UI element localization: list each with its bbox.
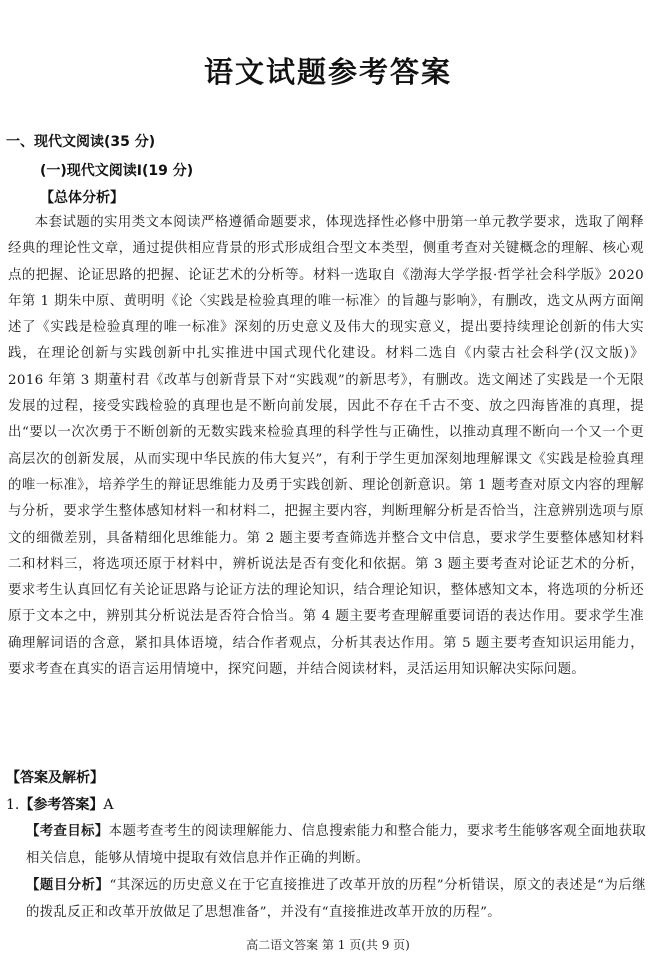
analysis-heading: 【总体分析】 (40, 190, 124, 206)
question-1-analysis (26, 872, 646, 926)
objective-text: 本题考查考生的阅读理解能力、信息搜索能力和整合能力，要求考生能够客观全面地获取相关信息，能够从情境中提取有效信息并作正确的判断。 (26, 824, 646, 866)
section-heading: 一、现代文阅读(35 分) (6, 134, 156, 150)
question-number: 1. (6, 797, 20, 813)
reference-answer-value: A (103, 797, 114, 813)
page-footer: 高二语文答案 第 1 页(共 9 页) (246, 938, 410, 952)
question-1-objective (26, 818, 646, 872)
question-analysis-label: 【题目分析】 (26, 878, 110, 893)
objective-label: 【考查目标】 (26, 824, 109, 839)
question-analysis-text: “其深远的历史意义在于它直接推进了改革开放的历程”分析错误，原文的表述是“为后继的拨乱反正和改革开放做足了思想准备”，并没有“直接推进改革开放的历程”。 (26, 878, 646, 920)
overall-analysis-text: 本套试题的实用类文本阅读严格遵循命题要求，体现选择性必修中册第一单元教学要求，选取了阐释经典的理论性文章，通过提供相应背景的形式形成组合型文本类型，侧重考查对关键概念的理解、核心观点的把握、论证思路的把握、论证艺术的分析等。材料一选取自《渤海大学学报·哲学社会科学版》2020 年第 1 期朱中原、黄明明《论〈实践是检验真理的唯一标准〉的旨趣与影响》，有删改，选文从两方面阐述了《实践是检验真理的唯一标准》深刻的历史意义及伟大的现实意义，提出要持续理论创新的伟大实践，在理论创新与实践创新中扎实推进中国式现代化建设。材料二选自《内蒙古社会科学(汉文版)》2016 年第 3 期董村君《改革与创新背景下对“实践观”的新思考》，有删改。选文阐述了实践是一个无限发展的过程，接受实践检验的真理也是不断向前发展，因此不存在千古不变、放之四海皆准的真理，提出“要以一次次勇于不断创新的无数实践来检验真理的科学性与正确性，以推动真理不断向一个又一个更高层次的创新发展，从而实现中华民族的伟大复兴”，有利于学生更加深刻地理解课文《实践是检验真理的唯一标准》，培养学生的辩证思维能力及勇于实践创新、理论创新意识。第 1 题考查对原文内容的理解与分析，要求学生整体感知材料一和材料二，把握主要内容，判断理解分析是否恰当，注意辨别选项与原文的细微差别，具备精细化思维能力。第 2 题主要考查筛选并整合文中信息，要求学生要整体感知材料二和材料三，将选项还原于材料中，辨析说法是否有变化和依据。第 3 题主要考查对论证艺术的分析，要求考生认真回忆有关论证思路与论证方法的理论知识，结合理论知识，整体感知文本，将选项的分析还原于文本之中，辨别其分析说法是否符合恰当。第 4 题主要考查理解重要词语的表达作用。要求学生准确理解词语的含意，紧扣具体语境，结合作者观点，分析其表达作用。第 5 题主要考查知识运用能力，要求考查在真实的语言运用情境中，探究问题，并结合阅读材料，灵活运用知识解决实际问题。 (8, 215, 644, 678)
page-title: 语文试题参考答案 (203, 55, 452, 89)
subsection-heading: (一)现代文阅读Ⅰ(19 分) (40, 163, 194, 179)
reference-answer-label: 【参考答案】 (19, 797, 104, 813)
answers-heading: 【答案及解析】 (6, 770, 104, 786)
question-1-answer (6, 794, 113, 814)
